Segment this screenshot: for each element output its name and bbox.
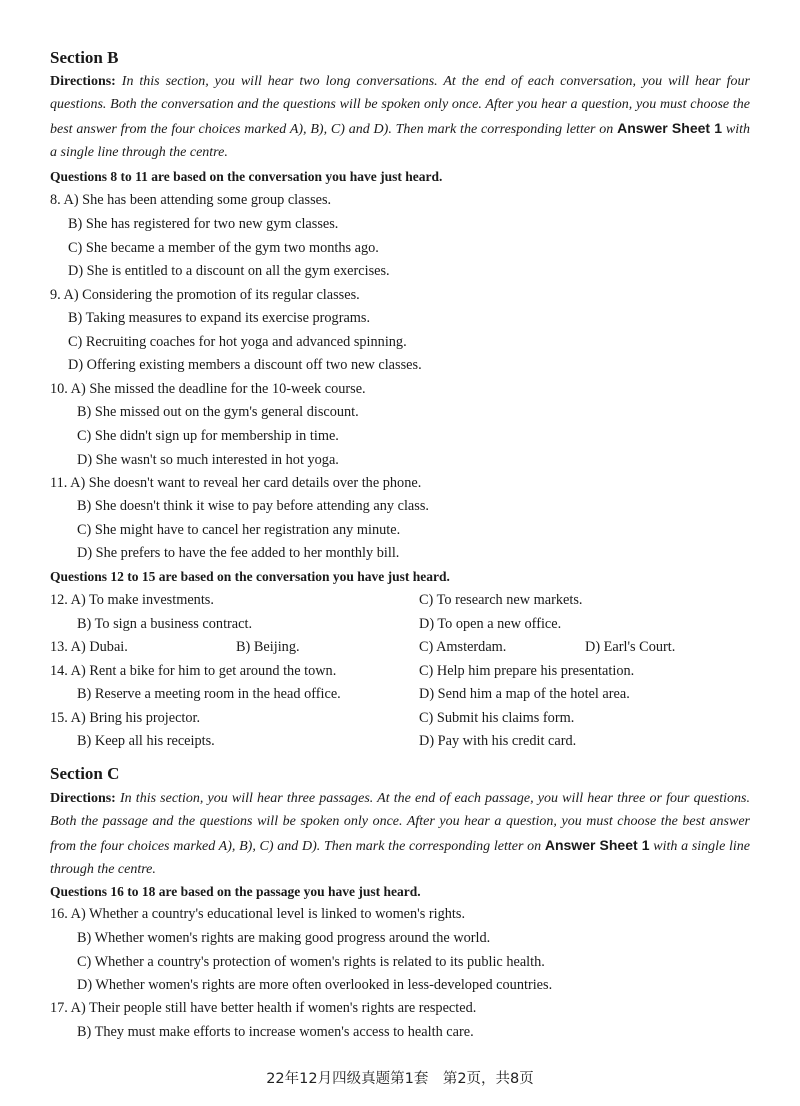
section-c-title: Section C [50,764,120,783]
answer-sheet-label: Answer Sheet 1 [617,119,723,136]
q12-option-a: 12. A) To make investments. [50,592,214,608]
q17-option-b: B) They must make efforts to increase women's access to health care. [77,1024,474,1040]
q17-option-a: 17. A) Their people still have better health if women's rights are respected. [50,1000,477,1016]
question-group-heading: Questions 8 to 11 are based on the conversation you have just heard. [50,169,443,184]
directions-text: In this section, you will hear three passages. At the end of each passage, you will hear three or four questions. Both the passage and the questions will be spoken only once. After you hear a question, you must choose the best answer from the four choices marked A), B), C) and D). Then mark the corresponding letter on [50,791,750,854]
q8-option-a: 8. A) She has been attending some group classes. [50,192,332,208]
q16-option-d: D) Whether women's rights are more often overlooked in less-developed countries. [77,977,553,993]
q14-option-c: C) Help him prepare his presentation. [419,663,635,679]
q9-option-a: 9. A) Considering the promotion of its regular classes. [50,287,360,303]
q10-option-c: C) She didn't sign up for membership in time. [77,428,339,444]
q12-option-d: D) To open a new office. [419,616,562,632]
q15-option-d: D) Pay with his credit card. [419,733,577,749]
directions-text-end: with a single line through the centre. [50,838,750,877]
q14-option-b: B) Reserve a meeting room in the head office. [77,686,341,702]
q11-option-b: B) She doesn't think it wise to pay before attending any class. [77,498,429,514]
q11-option-a: 11. A) She doesn't want to reveal her card details over the phone. [50,475,422,491]
q15-option-a: 15. A) Bring his projector. [50,710,201,726]
q16-option-a: 16. A) Whether a country's educational level is linked to women's rights. [50,906,466,922]
directions-text-end: with a single line through the centre. [50,121,750,160]
q11-option-c: C) She might have to cancel her registration any minute. [77,522,401,538]
q9-option-c: C) Recruiting coaches for hot yoga and advanced spinning. [68,334,407,350]
directions-label: Directions: [50,74,116,89]
section-b-directions [50,70,750,164]
section-c-directions [50,787,750,881]
question-group-heading: Questions 12 to 15 are based on the conversation you have just heard. [50,569,450,584]
q8-option-b: B) She has registered for two new gym classes. [68,216,339,232]
q15-option-b: B) Keep all his receipts. [77,733,215,749]
q12-option-b: B) To sign a business contract. [77,616,253,632]
q8-option-c: C) She became a member of the gym two months ago. [68,240,379,256]
q16-option-c: C) Whether a country's protection of women's rights is related to its public health. [77,954,545,970]
directions-label: Directions: [50,791,116,806]
q12-option-c: C) To research new markets. [419,592,583,608]
q9-option-b: B) Taking measures to expand its exercise programs. [68,310,371,326]
q8-option-d: D) She is entitled to a discount on all the gym exercises. [68,263,390,279]
q10-option-a: 10. A) She missed the deadline for the 10-week course. [50,381,366,397]
q13-option-a: 13. A) Dubai. [50,639,128,655]
directions-text: In this section, you will hear two long conversations. At the end of each conversation, you will hear four questions. Both the conversation and the questions will be spoken only once. After you hear a question, you must choose the best answer from the four choices marked A), B), C) and D). Then mark the corresponding letter on [50,74,750,137]
q15-option-c: C) Submit his claims form. [419,710,575,726]
page-footer: 22年12月四级真题第1套 第2页，共8页 [266,1071,534,1087]
section-b-title: Section B [50,48,119,67]
q16-option-b: B) Whether women's rights are making good progress around the world. [77,930,491,946]
q14-option-a: 14. A) Rent a bike for him to get around the town. [50,663,337,679]
q13-option-b: B) Beijing. [236,639,300,655]
answer-sheet-label: Answer Sheet 1 [544,836,650,853]
q14-option-d: D) Send him a map of the hotel area. [419,686,630,702]
q10-option-b: B) She missed out on the gym's general discount. [77,404,359,420]
question-group-heading: Questions 16 to 18 are based on the passage you have just heard. [50,884,421,899]
q13-option-c: C) Amsterdam. [419,639,507,655]
q11-option-d: D) She prefers to have the fee added to her monthly bill. [77,545,400,561]
q10-option-d: D) She wasn't so much interested in hot yoga. [77,452,339,468]
q9-option-d: D) Offering existing members a discount off two new classes. [68,357,422,373]
q13-option-d: D) Earl's Court. [585,639,676,655]
